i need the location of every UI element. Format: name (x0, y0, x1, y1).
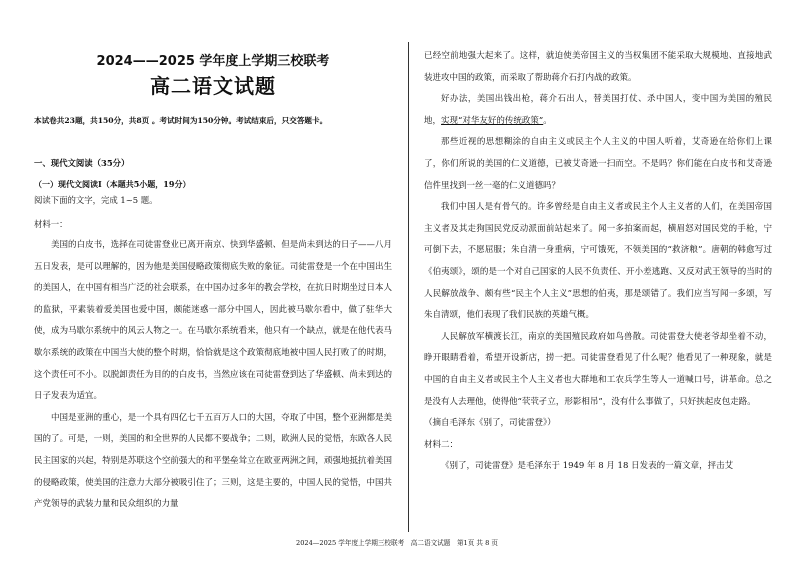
right-text-block (424, 46, 772, 478)
paragraph: 那些近视的思想糊涂的自由主义或民主个人主义的中国人听着，艾奇逊在给你们上课了，你们所说的美国的仁义道德，已被艾奇逊一扫而空。不是吗？你们能在白皮书和艾奇逊信件里找到一丝一毫的仁义道德吗？ (424, 137, 772, 191)
material-label: 材料一： (34, 219, 68, 229)
paragraph-text: 好办法，美国出钱出枪，蒋介石出人，替美国打仗、杀中国人，变中国为美国的殖民地， (424, 94, 772, 126)
paragraph-text: 。 (543, 115, 552, 126)
column-divider (408, 42, 409, 532)
subsection-title: （一）现代文阅读Ⅰ（本题共5小题，19分） (34, 179, 191, 189)
paragraph: 我们中国人是有骨气的。许多曾经是自由主义者或民主个人主义者的人们，在美国帝国主义者及其走狗国民党反动派面前站起来了。闻一多拍案而起，横眉怒对国民党的手枪，宁可倒下去，不愿屈服；朱自清一身重病，宁可饿死，不领美国的“救济粮”。唐朝的韩愈写过《伯夷颂》，颂的是一个对自己国家的人民不负责任、开小差逃跑、又反对武王领导的当时的人民解放战争、颇有些“民主个人主义”思想的伯夷，那是颂错了。我们应当写闻一多颂，写朱自清颂，他们表现了我们民族的英雄气概。 (424, 202, 772, 321)
section-title: 一、现代文阅读（35分） (34, 158, 130, 168)
paragraph: 美国的白皮书，选择在司徒雷登业已离开南京、快到华盛顿、但是尚未到达的日子——八月五日发表，是可以理解的，因为他是美国侵略政策彻底失败的象征。司徒雷登是一个在中国出生的美国人，在中国有相当广泛的社会联系，在中国办过多年的教会学校，在抗日时期坐过日本人的监狱，平素装着爱美国也爱中国，颇能迷惑一部分中国人，因此被马歇尔看中，做了驻华大使，成为马歇尔系统中的风云人物之一。在马歇尔系统看来，他只有一个缺点，就是在他代表马歇尔系统的政策在中国当大使的整个时期，恰恰就是这个政策彻底地被中国人民打败了的时期，这个责任可不小。以脱卸责任为目的的白皮书，当然应该在司徒雷登到达了华盛顿、尚未到达的日子发表为适宜。 (34, 240, 392, 402)
paragraph: 《别了，司徒雷登》是毛泽东于 1949 年 8 月 18 日发表的一篇文章，抨击艾 (441, 461, 734, 472)
source-citation: （摘自毛泽东《别了，司徒雷登》） (424, 418, 556, 429)
paragraph: 已经空前地强大起来了。这样，就迫使美帝国主义的当权集团不能采取大规模地、直接地武装进攻中国的政策，而采取了帮助蒋介石打内战的政策。 (424, 51, 772, 83)
exam-title: 2024——2025 学年度上学期三校联考 (96, 54, 330, 69)
left-text-block (34, 235, 392, 516)
paragraph (424, 89, 772, 132)
subject-title: 高二语文试题 (150, 74, 276, 98)
exam-notice: 本试卷共23题，共150分，共8页 。考试时间为150分钟。考试结束后，只交答题卡。 (34, 116, 328, 125)
paragraph: 人民解放军横渡长江，南京的美国殖民政府如鸟兽散。司徒雷登大使老爷却坐着不动，睁开眼睛看着，希望开设新店，捞一把。司徒雷登看见了什么呢？他看见了一种现象，就是中国的自由主义者或民主个人主义者也大群地和工农兵学生等人一道喊口号，讲革命。总之是没有人去理他，使得他“茕茕孑立，形影相吊”，没有什么事做了，只好挟起皮包走路。 (424, 331, 772, 407)
instruction-text: 阅读下面的文字，完成 1~5 题。 (34, 195, 158, 205)
paragraph: 中国是亚洲的重心，是一个具有四亿七千五百万人口的大国，夺取了中国，整个亚洲都是美国的了。可是，一则，美国的和全世界的人民都不要战争；二则，欧洲人民的觉悟，东欧各人民民主国家的兴起，特别是苏联这个空前强大的和平堡垒耸立在欧亚两洲之间，顽强地抵抗着美国的侵略政策，使美国的注意力大部分被吸引住了；三则，这是主要的，中国人民的觉悟，中国共产党领导的武装力量和民众组织的力量 (34, 412, 392, 510)
page-footer: 2024—2025 学年度上学期三校联考 高二语文试题 第1页 共 8 页 (296, 539, 498, 547)
underlined-phrase: 实现“对华友好的传统政策” (441, 115, 544, 126)
material-label: 材料二： (424, 439, 459, 450)
